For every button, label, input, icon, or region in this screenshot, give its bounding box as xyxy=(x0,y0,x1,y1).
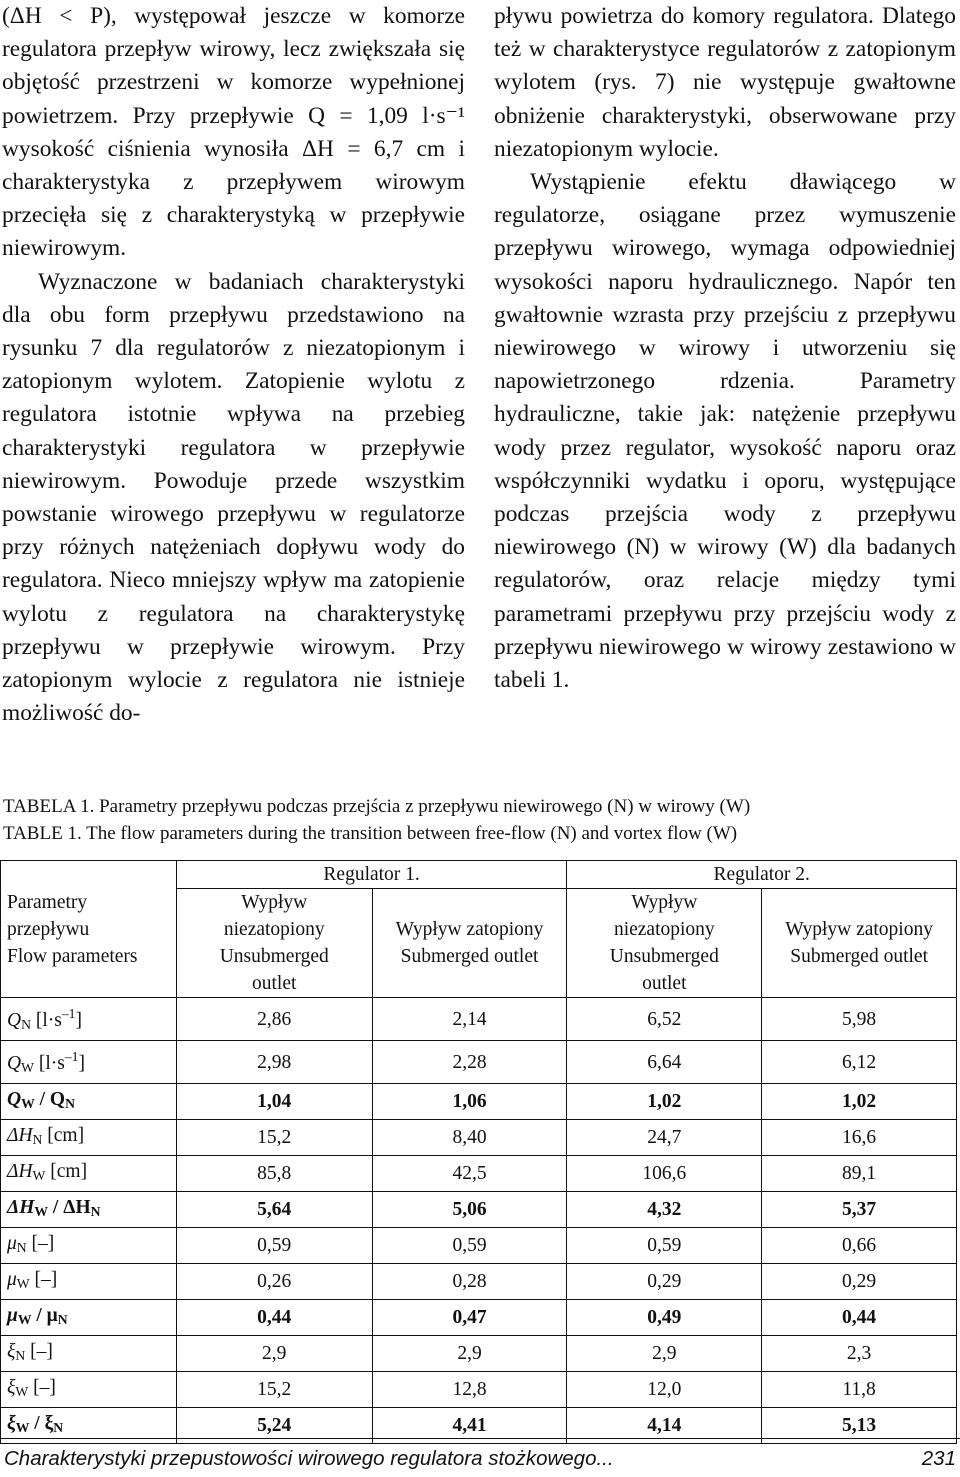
table-cell: 2,28 xyxy=(372,1041,567,1084)
table-cell: 2,98 xyxy=(176,1041,372,1084)
parameter-label: $\xi_W / \xi_N$ xyxy=(1,1408,177,1444)
table-cell: 2,14 xyxy=(372,998,567,1041)
table-row xyxy=(1,1192,957,1228)
table-cell: 0,49 xyxy=(567,1300,762,1336)
table-cell: 24,7 xyxy=(567,1120,762,1156)
table-cell: 12,8 xyxy=(372,1372,567,1408)
table-row xyxy=(1,1228,957,1264)
table-cell: 2,3 xyxy=(762,1336,957,1372)
table-row xyxy=(1,1336,957,1372)
table-caption-en: TABLE 1. The flow parameters during the transition between free-flow (N) and vortex flow (W) xyxy=(3,823,738,844)
table-cell: 2,9 xyxy=(176,1336,372,1372)
regulator-2-header: Regulator 2. xyxy=(567,861,957,889)
flow-parameters-table xyxy=(0,860,957,1444)
table-row xyxy=(1,1156,957,1192)
table-cell: 2,9 xyxy=(372,1336,567,1372)
unsubmerged-header: Wypływ niezatopiony Unsubmerged outlet xyxy=(176,889,372,998)
table-cell: 0,47 xyxy=(372,1300,567,1336)
table-cell: 5,24 xyxy=(176,1408,372,1444)
parameter-label: $\Delta H_N$ [cm] xyxy=(1,1120,177,1156)
table-row xyxy=(1,1372,957,1408)
table-cell: 1,06 xyxy=(372,1084,567,1120)
table-cell: 4,14 xyxy=(567,1408,762,1444)
table-cell: 6,12 xyxy=(762,1041,957,1084)
table-row xyxy=(1,1120,957,1156)
regulator-1-header: Regulator 1. xyxy=(176,861,567,889)
running-title: Charakterystyki przepustowości wirowego regulatora stożkowego... xyxy=(4,1447,614,1470)
table-cell: 2,9 xyxy=(567,1336,762,1372)
submerged-header: Wypływ zatopiony Submerged outlet xyxy=(372,889,567,998)
parameter-label: $\mu_W / \mu_N$ xyxy=(1,1300,177,1336)
parameter-label: $Q_W / Q_N$ xyxy=(1,1084,177,1120)
text-column-right xyxy=(494,0,956,697)
page-number: 231 xyxy=(921,1447,956,1470)
table-cell: 5,06 xyxy=(372,1192,567,1228)
table-cell: 4,41 xyxy=(372,1408,567,1444)
table-cell: 11,8 xyxy=(762,1372,957,1408)
table-cell: 42,5 xyxy=(372,1156,567,1192)
table-cell: 4,32 xyxy=(567,1192,762,1228)
paragraph: Wyznaczone w badaniach charakterystyki dla obu form przepływu przedstawiono na rysunku 7 dla regulatorów z niezatopionym i zatopionym wylotem. Zatopienie wylotu z regulatora istotnie wpływa na przebieg charakterystyki regulatora w przepływie niewirowym. Powoduje przede wszystkim powstanie wirowego przepływu w regulatorze przy różnych natężeniach dopływu wody do regulatora. Nieco mniejszy wpływ ma zatopienie wylotu z regulatora na charakterystykę przepływu w przepływie wirowym. Przy zatopionym wylocie z regulatora nie istnieje możliwość do- xyxy=(2,268,465,727)
table-row xyxy=(1,1264,957,1300)
table-cell: 89,1 xyxy=(762,1156,957,1192)
parameter-label: $Q_N$ $[l\cdot s^{-1}]$ xyxy=(1,998,177,1041)
table-cell: 15,2 xyxy=(176,1120,372,1156)
unsubmerged-header: Wypływ niezatopiony Unsubmerged outlet xyxy=(567,889,762,998)
table-cell: 1,04 xyxy=(176,1084,372,1120)
table-cell: 0,66 xyxy=(762,1228,957,1264)
page-footer xyxy=(0,1438,960,1470)
paragraph: Wystąpienie efektu dławiącego w regulatorze, osiągane przez wymuszenie przepływu wirowego, wymaga odpowiedniej wysokości naporu hydraulicznego. Napór ten gwałtownie wzrasta przy przejściu z przepływu niewirowego w wirowy i utworzeniu się napowietrzonego rdzenia. Parametry hydrauliczne, takie jak: natężenie przepływu wody przez regulator, wysokość naporu oraz współczynniki wydatku i oporu, występujące podczas przejścia wody z przepływu niewirowego (N) w wirowy (W) dla badanych regulatorów, oraz relacje między tymi parametrami przepływu przy przejściu wody z przepływu niewirowego w wirowy zestawiono w tabeli 1. xyxy=(494,169,956,694)
table-cell: 0,59 xyxy=(567,1228,762,1264)
table-cell: 0,59 xyxy=(176,1228,372,1264)
table-body xyxy=(1,998,957,1444)
table-cell: 16,6 xyxy=(762,1120,957,1156)
table-caption-pl: TABELA 1. Parametry przepływu podczas przejścia z przepływu niewirowego (N) w wirowy (W) xyxy=(3,796,751,817)
table-cell: 6,52 xyxy=(567,998,762,1041)
table-cell: 15,2 xyxy=(176,1372,372,1408)
table-cell: 5,37 xyxy=(762,1192,957,1228)
table-cell: 2,86 xyxy=(176,998,372,1041)
paragraph: pływu powietrza do komory regulatora. Dlatego też w charakterystyce regulatorów z zatopionym wylotem (rys. 7) nie występuje gwałtowne obniżenie charakterystyki, obserwowane przy niezatopionym wylocie. xyxy=(494,3,956,162)
table-row xyxy=(1,1041,957,1084)
table-row xyxy=(1,1084,957,1120)
parameter-label: $\mu_N$ [–] xyxy=(1,1228,177,1264)
table-cell: 0,59 xyxy=(372,1228,567,1264)
table-cell: 5,98 xyxy=(762,998,957,1041)
parameter-label: $\Delta H_W / \Delta H_N$ xyxy=(1,1192,177,1228)
table-cell: 0,26 xyxy=(176,1264,372,1300)
table-cell: 8,40 xyxy=(372,1120,567,1156)
table-cell: 5,13 xyxy=(762,1408,957,1444)
table-cell: 0,29 xyxy=(762,1264,957,1300)
table-cell: 0,29 xyxy=(567,1264,762,1300)
text-column-left xyxy=(2,0,465,730)
table-row xyxy=(1,1300,957,1336)
parameter-label: $\xi_N$ [–] xyxy=(1,1336,177,1372)
table-cell: 5,64 xyxy=(176,1192,372,1228)
table-cell: 85,8 xyxy=(176,1156,372,1192)
paragraph: (ΔH < P), występował jeszcze w komorze regulatora przepływ wirowy, lecz zwiększała się objętość przestrzeni w komorze wypełnionej powietrzem. Przy przepływie Q = 1,09 l·s⁻¹ wysokość ciśnienia wynosiła ΔH = 6,7 cm i charakterystyka z przepływem wirowym przecięła się z charakterystyką w przepływie niewirowym. xyxy=(2,3,465,262)
submerged-header: Wypływ zatopiony Submerged outlet xyxy=(762,889,957,998)
table-cell: 12,0 xyxy=(567,1372,762,1408)
table-cell: 1,02 xyxy=(762,1084,957,1120)
table-row xyxy=(1,998,957,1041)
table-cell: 6,64 xyxy=(567,1041,762,1084)
parameter-label: $Q_W$ $[l\cdot s^{-1}]$ xyxy=(1,1041,177,1084)
parameter-label: $\xi_W$ [–] xyxy=(1,1372,177,1408)
table-cell: 0,28 xyxy=(372,1264,567,1300)
parameter-label: $\Delta H_W$ [cm] xyxy=(1,1156,177,1192)
table-cell: 106,6 xyxy=(567,1156,762,1192)
parameter-label: $\mu_W$ [–] xyxy=(1,1264,177,1300)
table-cell: 1,02 xyxy=(567,1084,762,1120)
table-cell: 0,44 xyxy=(176,1300,372,1336)
table-cell: 0,44 xyxy=(762,1300,957,1336)
param-header: Parametry przepływu Flow parameters xyxy=(1,861,177,998)
